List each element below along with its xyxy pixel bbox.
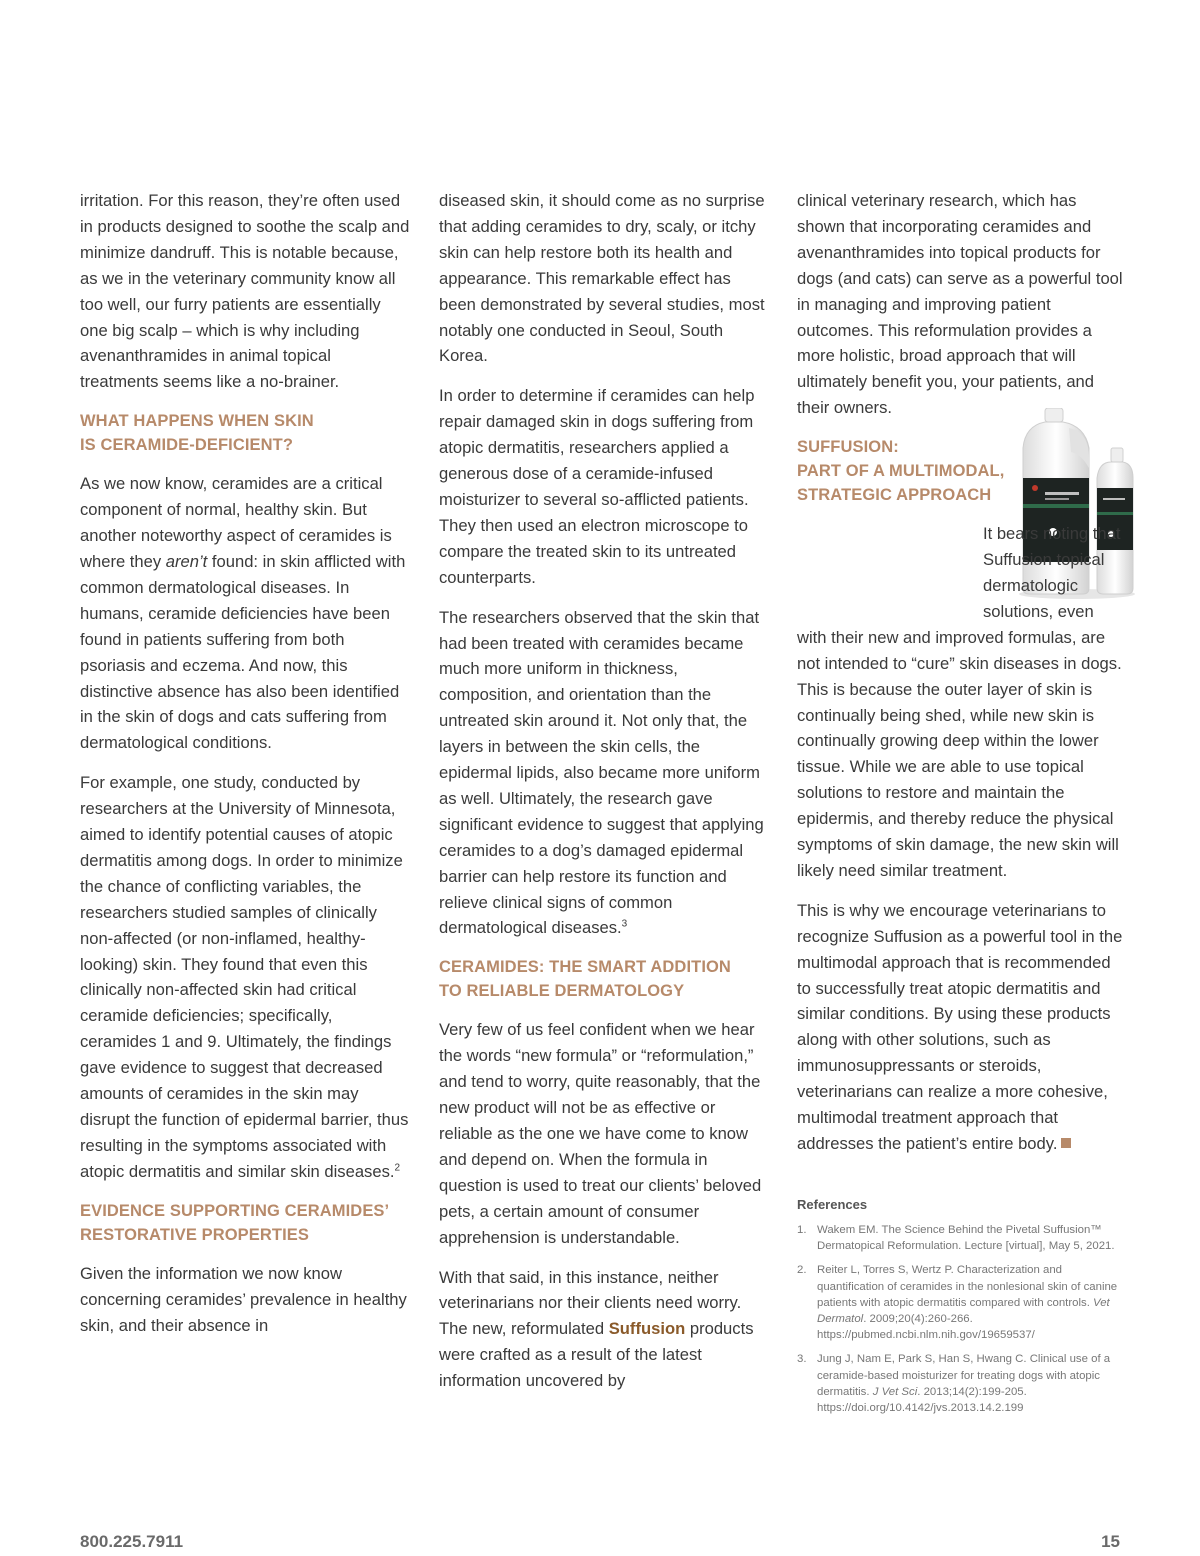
text-run: It bears noting that Suffusion topical dermatologic solutions, even with their new and improved formulas, are not intended to “cure” skin diseases in dogs. This is because the outer layer of skin is continually being shed, while new skin is continually growing deep within the lower tissue. While we are able to use topical solutions to restore and maintain the epidermis, and thereby reduce the physical symptoms of skin damage, the new skin will likely need similar treatment. [797,524,1122,880]
page-number: 15 [1101,1532,1120,1551]
emphasis-text: aren’t [165,551,208,571]
paragraph [439,1265,769,1395]
paragraph [80,471,410,756]
paragraph: irritation. For this reason, they’re often used in products designed to soothe the scalp and minimize dandruff. This is notable because, as we in the veterinary community know all too well, our furry patients are essentially one big scalp – which is why including avenanthramides in animal topical treatments seems like a no-brainer. [80,191,410,392]
heading-line: TO RELIABLE DERMATOLOGY [439,982,685,1001]
reference-item [797,1222,1127,1254]
reference-number: 1. [797,1223,807,1236]
journal-name: J Vet Sci [872,1385,918,1398]
text-run: This is why we encourage veterinarians to recognize Suffusion as a powerful tool in the multimodal approach that is recommended to successfully treat atopic dermatitis and similar conditions. By using these products along with other solutions, such as immunosuppressants or steroids, veterinarians can realize a more cohesive, multimodal treatment approach that addresses the patient’s entire body. [797,900,1123,1153]
text-run: Wakem EM. The Science Behind the Pivetal Suffusion™ Dermatopical Reformulation. Lecture [virtual], May 5, 2021. [817,1223,1115,1253]
text-run: The researchers observed that the skin that had been treated with ceramides became much more uniform in thickness, composition, and orientation than the untreated skin around it. Not only that, the layers in between the skin cells, the epidermal lipids, also became more uniform as well. Ultimately, the research gave significant evidence to suggest that applying ceramides to a dog’s damaged epidermal barrier can help restore its function and relieve clinical signs of common dermatological diseases. [439,607,764,938]
text-run: products were crafted as a result of the latest information uncovered by [439,1319,754,1391]
citation-superscript: 2 [394,1162,401,1174]
text-run: With that said, in this instance, neither veterinarians nor their clients need worry. The new, reformulated [439,1267,742,1339]
reference-text [817,1351,1127,1416]
paragraph: diseased skin, it should come as no surprise that adding ceramides to dry, scaly, or itchy skin can help restore both its health and appearance. This remarkable effect has been demonstrated by several studies, most notably one conducted in Seoul, South Korea. [439,191,765,366]
paragraph [80,770,410,1185]
text-run: Jung J, Nam E, Park S, Han S, Hwang C. Clinical use of a ceramide-based moisturizer for treating dogs with atopic dermatitis. [817,1353,1111,1398]
text-run: For example, one study, conducted by researchers at the University of Minnesota, aimed to identify potential causes of atopic dermatitis among dogs. In order to minimize the chance of conflicting variables, the researchers studied samples of clinically non-affected (or non-inflamed, healthy-looking) skin. They found that even this clinically non-affected skin had critical ceramide deficiencies; specifically, ceramides 1 and 9. Ultimately, the findings gave evidence to suggest that decreased amounts of ceramides in the skin may disrupt the function of epidermal barrier, thus resulting in the symptoms associated with atopic dermatitis and similar skin diseases. [80,773,409,1181]
text-run: found: in skin afflicted with common dermatological diseases. In humans, ceramide deficiencies have been found in patients suffering from both psoriasis and eczema. And now, this distinctive absence has also been identified in the skin of dogs and cats suffering from dermatological conditions. [80,551,406,753]
citation-superscript: 3 [621,918,628,930]
paragraph: Given the information we now know concerning ceramides’ prevalence in healthy skin, and their absence in [80,1263,407,1335]
text-run: . 2013;14(2):199-205. https://doi.org/10.4142/jvs.2013.14.2.199 [817,1385,1027,1414]
column-3 [797,188,1127,1424]
reference-item [797,1262,1127,1343]
reference-number: 2. [797,1264,807,1277]
reference-text [817,1222,1127,1254]
paragraph: Very few of us feel confident when we hear the words “new formula” or “reformulation,” and tend to worry, quite reasonably, that the new product will not be as effective or reliable as the one we have come to know and depend on. When the formula in question is used to treat our clients’ beloved pets, a certain amount of consumer apprehension is understandable. [439,1020,762,1247]
text-run: As we now know, ceramides are a critical component of normal, healthy skin. But another noteworthy aspect of ceramides is where they [80,474,392,571]
paragraph [797,898,1127,1157]
section-heading [439,955,769,1003]
paragraph: clinical veterinary research, which has shown that incorporating ceramides and avenanthramides into topical products for dogs (and cats) can serve as a powerful tool in managing and improving patient outcomes. This reformulation provides a more holistic, broad approach that will ultimately benefit you, your patients, and their owners. [797,191,1123,418]
paragraph: In order to determine if ceramides can help repair damaged skin in dogs suffering from atopic dermatitis, researchers applied a generous dose of a ceramide-infused moisturizer to several so-afflicted patients. They then used an electron microscope to compare the treated skin to its untreated counterparts. [439,386,755,587]
text-run: . 2009;20(4):260-266. https://pubmed.ncbi.nlm.nih.gov/19659537/ [817,1312,1035,1342]
references-title: References [797,1196,868,1212]
reference-item [797,1351,1127,1416]
reference-number: 3. [797,1353,807,1366]
heading-line: WHAT HAPPENS WHEN SKIN [80,412,314,431]
heading-line: IS CERAMIDE-DEFICIENT? [80,436,294,455]
journal-name: Vet Dermatol [817,1296,1110,1325]
paragraph [797,521,1127,884]
brand-text: Suffusion [608,1319,686,1339]
heading-line: RESTORATIVE PROPERTIES [80,1225,309,1244]
heading-line: STRATEGIC APPROACH [797,486,992,505]
heading-line: SUFFUSION: [797,438,899,457]
column-2 [439,188,769,1408]
footer-phone: 800.225.7911 [80,1532,184,1551]
heading-line: CERAMIDES: THE SMART ADDITION [439,958,731,977]
column-1 [80,188,410,1352]
heading-line: EVIDENCE SUPPORTING CERAMIDES’ [80,1201,390,1220]
text-run: Reiter L, Torres S, Wertz P. Characterization and quantification of ceramides in the nonlesional skin of canine patients with atopic dermatitis compared with controls. [817,1264,1118,1309]
references [797,1197,1127,1416]
section-heading [797,435,1017,507]
end-mark-icon [1061,1138,1071,1148]
heading-line: PART OF A MULTIMODAL, [797,462,1005,481]
section-heading [80,409,410,457]
paragraph [439,605,769,942]
reference-text [817,1262,1127,1343]
section-heading [80,1199,410,1247]
